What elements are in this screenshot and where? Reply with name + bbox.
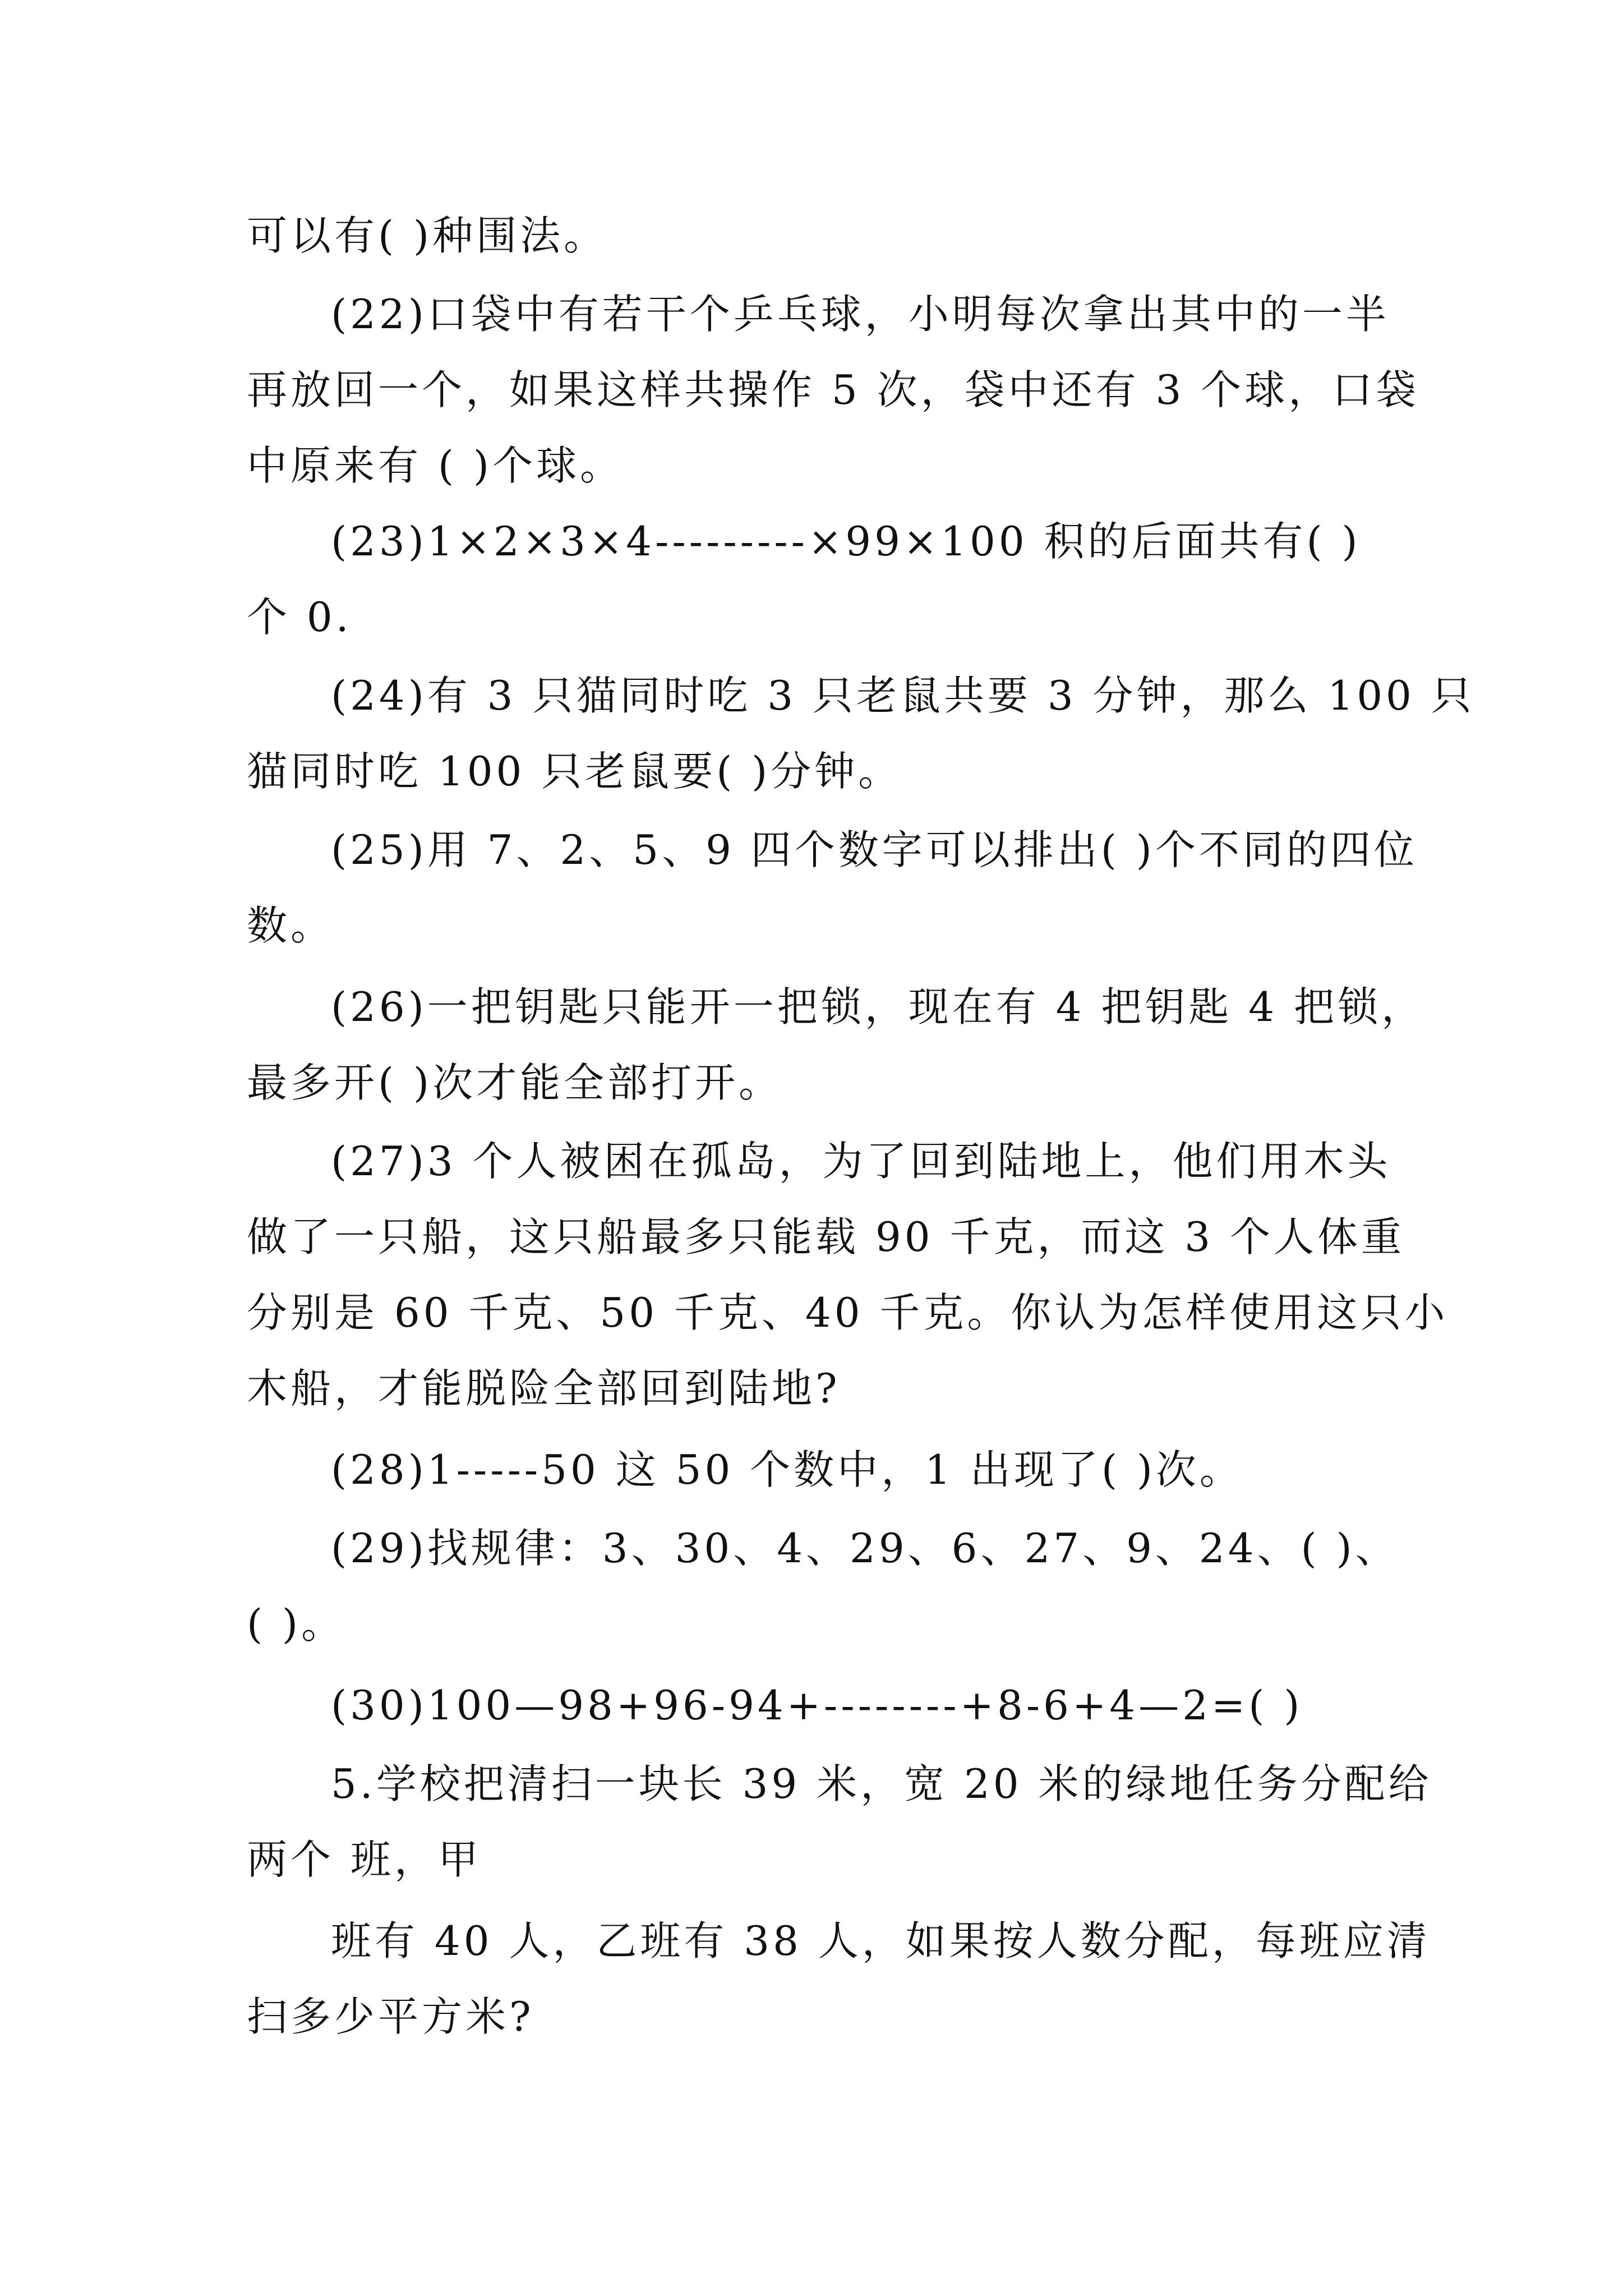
problem-5-line-3: 班有 40 人，乙班有 38 人，如果按人数分配，每班应清 bbox=[331, 1917, 1431, 1964]
question-26-line-1: (26)一把钥匙只能开一把锁，现在有 4 把钥匙 4 把锁， bbox=[331, 983, 1425, 1030]
question-27-line-4: 木船，才能脱险全部回到陆地? bbox=[247, 1365, 841, 1412]
question-22-line-3: 中原来有 ( )个球。 bbox=[247, 442, 624, 489]
question-27-line-1: (27)3 个人被困在孤岛，为了回到陆地上，他们用木头 bbox=[331, 1138, 1391, 1185]
question-26-line-2: 最多开( )次才能全部打开。 bbox=[247, 1059, 783, 1106]
question-22-line-2: 再放回一个，如果这样共操作 5 次，袋中还有 3 个球，口袋 bbox=[247, 366, 1420, 413]
question-25-line-1: (25)用 7、2、5、9 四个数字可以排出( )个不同的四位 bbox=[331, 826, 1418, 873]
problem-5-line-1: 5.学校把清扫一块长 39 米，宽 20 米的绿地任务分配给 bbox=[331, 1760, 1432, 1807]
question-23-line-2: 个 0. bbox=[247, 593, 352, 641]
question-27-line-3: 分别是 60 千克、50 千克、40 千克。你认为怎样使用这只小 bbox=[247, 1289, 1449, 1336]
question-23-line-1: (23)1×2×3×4---------×99×100 积的后面共有( ) bbox=[331, 518, 1361, 565]
question-24-line-1: (24)有 3 只猫同时吃 3 只老鼠共要 3 分钟，那么 100 只 bbox=[331, 672, 1475, 719]
question-30-line-1: (30)100—98+96-94+--------+8-6+4—2=( ) bbox=[331, 1682, 1303, 1729]
question-22-line-1: (22)口袋中有若干个乒乓球，小明每次拿出其中的一半 bbox=[331, 291, 1390, 338]
question-29-line-2: ( )。 bbox=[247, 1600, 345, 1648]
question-25-line-2: 数。 bbox=[247, 902, 335, 949]
problem-5-line-2: 两个 班，甲 bbox=[247, 1836, 482, 1883]
question-27-line-2: 做了一只船，这只船最多只能载 90 千克，而这 3 个人体重 bbox=[247, 1213, 1405, 1260]
question-24-line-2: 猫同时吃 100 只老鼠要( )分钟。 bbox=[247, 748, 902, 795]
question-28-line-1: (28)1-----50 这 50 个数中，1 出现了( )次。 bbox=[331, 1446, 1243, 1493]
question-29-line-1: (29)找规律：3、30、4、29、6、27、9、24、( )、 bbox=[331, 1525, 1399, 1572]
text-line-1: 可以有( )种围法。 bbox=[247, 212, 608, 259]
problem-5-line-4: 扫多少平方米? bbox=[247, 1993, 534, 2040]
